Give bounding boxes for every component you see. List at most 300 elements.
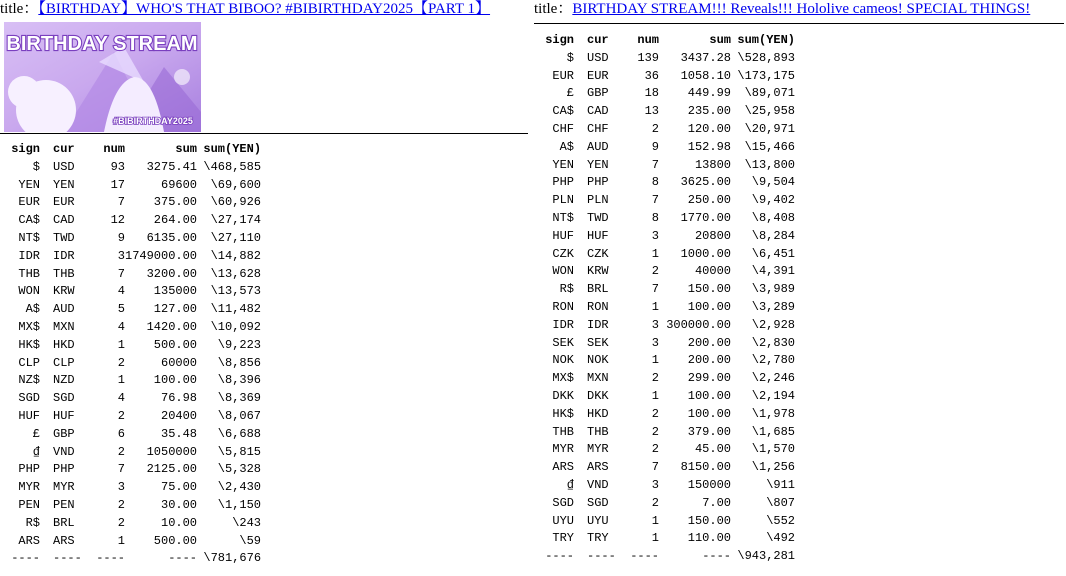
left-title-line (0, 0, 528, 19)
cell-num: 4 (117, 391, 125, 406)
cell-sign: THB (552, 424, 574, 439)
table-row (0, 461, 261, 479)
cell-cur: TWD (587, 210, 609, 225)
cell-cur: NZD (53, 373, 75, 388)
cell-sum-yen: \4,391 (751, 264, 795, 279)
cell-sum-yen: \552 (766, 513, 795, 528)
cell-sign: SGD (552, 495, 574, 510)
cell-sign: SGD (18, 391, 40, 406)
cell-sum: 250.00 (687, 193, 731, 208)
cell-sum-yen: \8,067 (217, 408, 262, 423)
total-sum-yen: \781,676 (203, 551, 262, 566)
cell-sum-yen: \528,893 (737, 50, 795, 65)
cell-sign: THB (18, 266, 40, 281)
cell-sign: MYR (552, 442, 574, 457)
table-row (534, 50, 795, 68)
cell-sign: £ (32, 426, 40, 441)
table-row (0, 515, 261, 533)
cell-num: 1 (117, 533, 125, 548)
cell-sum-yen: \13,628 (210, 266, 262, 281)
total-separator: ---- (587, 549, 616, 564)
table-row (534, 174, 795, 192)
table-row (534, 477, 795, 495)
cell-sign: MX$ (552, 371, 574, 386)
table-row (0, 212, 261, 230)
table-row (0, 301, 261, 319)
cell-num: 5 (117, 302, 125, 317)
right-divider (534, 23, 1064, 24)
cell-cur: TWD (53, 230, 75, 245)
table-row (0, 355, 261, 373)
cell-sum: 8150.00 (680, 460, 731, 475)
cell-sign: RON (552, 299, 574, 314)
cell-sum-yen: \8,396 (217, 373, 262, 388)
cell-num: 2 (651, 406, 659, 421)
table-row (534, 388, 795, 406)
left-superchat-table (0, 141, 261, 568)
cell-sum-yen: \243 (232, 515, 262, 530)
cell-sum: 500.00 (153, 533, 198, 548)
cell-sum-yen: \8,284 (751, 228, 795, 243)
cell-sum: 35.48 (161, 426, 198, 441)
header-cur: cur (587, 33, 609, 47)
header-sum: sum (709, 33, 731, 47)
table-row (534, 335, 795, 353)
cell-cur: MYR (53, 480, 75, 495)
cell-cur: MXN (587, 371, 609, 386)
cell-num: 7 (117, 195, 125, 210)
cell-num: 4 (117, 319, 125, 334)
cell-sum: 379.00 (687, 424, 731, 439)
header-num: num (637, 33, 659, 47)
cell-sum: 135000 (153, 284, 198, 299)
cell-num: 6 (117, 426, 125, 441)
cell-cur: EUR (53, 195, 75, 210)
total-separator: ---- (630, 549, 659, 564)
cell-cur: YEN (587, 157, 609, 172)
cell-sum-yen: \89,071 (744, 86, 795, 101)
cell-sum: 13800 (694, 157, 731, 172)
cell-num: 13 (644, 104, 659, 119)
cell-sign: ₫ (32, 444, 40, 459)
cell-sum-yen: \1,570 (751, 442, 795, 457)
cell-cur: AUD (587, 139, 609, 154)
table-row (534, 352, 795, 370)
cell-sum: 264.00 (153, 213, 198, 228)
table-row (0, 533, 261, 551)
cell-sum-yen: \8,856 (217, 355, 262, 370)
cell-sum: 120.00 (687, 121, 731, 136)
cell-cur: THB (53, 266, 75, 281)
cell-cur: KRW (53, 284, 75, 299)
table-row (534, 299, 795, 317)
table-row (534, 139, 795, 157)
cell-sign: CA$ (18, 213, 40, 228)
cell-num: 3 (651, 228, 659, 243)
cell-num: 2 (651, 442, 659, 457)
cell-sign: NT$ (18, 230, 40, 245)
table-row (534, 68, 795, 86)
cell-sign: ARS (18, 533, 40, 548)
cell-sum-yen: \2,928 (751, 317, 795, 332)
total-sum-yen: \943,281 (737, 549, 795, 564)
cell-cur: TRY (587, 531, 609, 546)
table-row (534, 441, 795, 459)
right-title-link[interactable]: BIRTHDAY STREAM!!! Reveals!!! Hololive cameos! SPECIAL THINGS! (572, 1, 1031, 17)
cell-cur: GBP (53, 426, 75, 441)
cell-sum-yen: \9,402 (751, 193, 795, 208)
table-row (0, 248, 261, 266)
cell-sum: 375.00 (153, 195, 198, 210)
cell-cur: ARS (587, 460, 609, 475)
cell-num: 3 (117, 248, 125, 263)
cell-sum: 7.00 (702, 495, 731, 510)
cell-num: 7 (117, 462, 125, 477)
cell-sum: 150.00 (687, 282, 731, 297)
cell-sum: 200.00 (687, 353, 731, 368)
table-row (534, 263, 795, 281)
cell-cur: KRW (587, 264, 609, 279)
cell-num: 1 (651, 299, 659, 314)
cell-num: 1 (117, 337, 125, 352)
cell-cur: MYR (587, 442, 609, 457)
left-stream-panel (0, 0, 528, 568)
table-total-row (534, 548, 795, 566)
stream-thumbnail[interactable] (4, 22, 201, 132)
cell-cur: BRL (587, 282, 609, 297)
table-row (534, 246, 795, 264)
cell-sign: $ (566, 50, 574, 65)
cell-cur: IDR (587, 317, 609, 332)
table-row (534, 406, 795, 424)
cell-sum-yen: \911 (766, 477, 795, 492)
cell-sign: A$ (559, 139, 574, 154)
cell-num: 2 (651, 495, 659, 510)
thumbnail-art (4, 22, 201, 132)
header-sum-yen: sum(YEN) (203, 142, 262, 156)
table-row (534, 228, 795, 246)
cell-sum: 500.00 (153, 337, 198, 352)
cell-num: 2 (651, 121, 659, 136)
table-row (0, 159, 261, 177)
cell-sum-yen: \9,504 (751, 175, 795, 190)
cell-cur: HUF (53, 408, 75, 423)
cell-sum-yen: \468,585 (203, 159, 262, 174)
total-separator: ---- (545, 549, 574, 564)
header-sum-yen: sum(YEN) (737, 33, 795, 47)
cell-sign: HUF (18, 408, 40, 423)
cell-cur: CZK (587, 246, 609, 261)
cell-sign: CHF (552, 121, 574, 136)
cell-sum: 100.00 (153, 373, 198, 388)
table-row (0, 372, 261, 390)
table-row (0, 444, 261, 462)
table-row (0, 479, 261, 497)
cell-sum-yen: \69,600 (210, 177, 262, 192)
total-separator: ---- (11, 551, 40, 566)
cell-sum: 2125.00 (146, 462, 198, 477)
table-row (0, 408, 261, 426)
cell-cur: EUR (587, 68, 609, 83)
cell-cur: IDR (53, 248, 75, 263)
cell-sum-yen: \10,092 (210, 319, 262, 334)
cell-cur: CAD (53, 213, 75, 228)
cell-cur: MXN (53, 319, 75, 334)
header-cur: cur (53, 142, 75, 156)
table-row (534, 85, 795, 103)
cell-sign: CLP (18, 355, 40, 370)
cell-cur: PHP (53, 462, 75, 477)
cell-cur: SGD (587, 495, 609, 510)
table-header-row (0, 141, 261, 159)
cell-sign: $ (32, 159, 40, 174)
cell-sign: EUR (18, 195, 40, 210)
cell-num: 8 (651, 175, 659, 190)
cell-sum-yen: \59 (239, 533, 262, 548)
table-row (0, 177, 261, 195)
right-stream-panel (534, 0, 1064, 566)
cell-sign: IDR (552, 317, 574, 332)
cell-sum-yen: \15,466 (744, 139, 795, 154)
cell-sum-yen: \13,573 (210, 284, 262, 299)
cell-sum: 100.00 (687, 388, 731, 403)
cell-cur: HKD (53, 337, 75, 352)
cell-num: 7 (651, 460, 659, 475)
cell-sum: 449.99 (687, 86, 731, 101)
cell-num: 2 (651, 264, 659, 279)
cell-sum: 1058.10 (680, 68, 731, 83)
cell-sum: 20800 (694, 228, 731, 243)
cell-sign: PHP (18, 462, 40, 477)
cell-sum: 150000 (687, 477, 731, 492)
cell-sum: 1770.00 (680, 210, 731, 225)
cell-sum-yen: \492 (766, 531, 795, 546)
cell-cur: RON (587, 299, 609, 314)
cell-cur: ARS (53, 533, 75, 548)
cell-sum-yen: \9,223 (217, 337, 262, 352)
cell-cur: VND (587, 477, 609, 492)
cell-num: 2 (117, 515, 125, 530)
cell-num: 3 (651, 335, 659, 350)
cell-num: 4 (117, 284, 125, 299)
cell-sum: 3437.28 (680, 50, 731, 65)
cell-num: 7 (651, 282, 659, 297)
table-row (0, 390, 261, 408)
cell-sum-yen: \1,685 (751, 424, 795, 439)
cell-num: 2 (117, 355, 125, 370)
cell-num: 1 (651, 513, 659, 528)
table-row (534, 157, 795, 175)
cell-num: 93 (110, 159, 125, 174)
cell-cur: USD (587, 50, 609, 65)
table-row (0, 194, 261, 212)
table-row (0, 497, 261, 515)
total-separator: ---- (702, 549, 731, 564)
cell-sign: IDR (18, 248, 40, 263)
table-row (0, 266, 261, 284)
cell-sum-yen: \14,882 (210, 248, 262, 263)
cell-sum: 127.00 (153, 302, 198, 317)
cell-num: 9 (651, 139, 659, 154)
cell-num: 2 (651, 424, 659, 439)
cell-cur: UYU (587, 513, 609, 528)
cell-sign: £ (566, 86, 574, 101)
cell-cur: AUD (53, 302, 75, 317)
cell-cur: DKK (587, 388, 609, 403)
cell-sum-yen: \2,780 (751, 353, 795, 368)
header-sign: sign (11, 142, 40, 156)
table-row (534, 459, 795, 477)
cell-cur: NOK (587, 353, 609, 368)
cell-sum-yen: \173,175 (737, 68, 795, 83)
cell-sum-yen: \6,451 (751, 246, 795, 261)
cell-sum: 100.00 (687, 406, 731, 421)
cell-sum: 45.00 (694, 442, 731, 457)
cell-num: 1 (117, 373, 125, 388)
cell-num: 139 (637, 50, 659, 65)
table-row (534, 424, 795, 442)
cell-sign: YEN (18, 177, 40, 192)
table-row (0, 426, 261, 444)
left-title-prefix: title： (0, 1, 39, 17)
table-row (534, 495, 795, 513)
cell-sum: 235.00 (687, 104, 731, 119)
cell-sum: 76.98 (161, 391, 198, 406)
cell-sign: YEN (552, 157, 574, 172)
cell-num: 7 (651, 193, 659, 208)
cell-num: 18 (644, 86, 659, 101)
table-header-row (534, 32, 795, 50)
cell-sign: EUR (552, 68, 574, 83)
cell-sum: 6135.00 (146, 230, 198, 245)
cell-sign: NZ$ (18, 373, 40, 388)
cell-num: 3 (117, 480, 125, 495)
thumbnail-hashtag-text: #BIBIRTHDAY2025 (113, 116, 193, 126)
cell-sum-yen: \2,430 (217, 480, 262, 495)
right-title-prefix: title： (534, 1, 573, 17)
cell-sign: CZK (552, 246, 574, 261)
cell-sum: 299.00 (687, 371, 731, 386)
cell-sign: CA$ (552, 104, 574, 119)
cell-sum-yen: \1,256 (751, 460, 795, 475)
cell-sum: 1420.00 (146, 319, 198, 334)
cell-sum-yen: \60,926 (210, 195, 262, 210)
cell-sign: DKK (552, 388, 574, 403)
table-row (534, 192, 795, 210)
cell-sign: WON (552, 264, 574, 279)
cell-cur: THB (587, 424, 609, 439)
cell-sum: 40000 (694, 264, 731, 279)
cell-sum-yen: \6,688 (217, 426, 262, 441)
table-row (534, 513, 795, 531)
table-total-row (0, 550, 261, 568)
cell-sum: 60000 (161, 355, 198, 370)
cell-sum-yen: \807 (766, 495, 795, 510)
cell-sum: 69600 (161, 177, 198, 192)
cell-num: 36 (644, 68, 659, 83)
cell-sum: 110.00 (687, 531, 731, 546)
cell-sum-yen: \3,989 (751, 282, 795, 297)
cell-sign: PEN (18, 497, 40, 512)
cell-sign: WON (18, 284, 40, 299)
cell-sign: R$ (559, 282, 574, 297)
cell-num: 7 (651, 157, 659, 172)
cell-sign: HK$ (18, 337, 40, 352)
left-title-link[interactable]: 【BIRTHDAY】WHO'S THAT BIBOO? #BIBIRTHDAY2025【PART 1】 (38, 1, 491, 17)
cell-sum: 20400 (161, 408, 198, 423)
cell-sign: ₫ (566, 477, 574, 492)
right-title-line (534, 0, 1064, 19)
cell-sign: NOK (552, 353, 574, 368)
cell-num: 9 (117, 230, 125, 245)
cell-sum-yen: \1,150 (217, 497, 262, 512)
cell-sum: 1000.00 (680, 246, 731, 261)
cell-sum-yen: \11,482 (210, 302, 262, 317)
cell-num: 7 (117, 266, 125, 281)
cell-sum: 30.00 (161, 497, 198, 512)
cell-cur: HKD (587, 406, 609, 421)
cell-sign: PHP (552, 175, 574, 190)
cell-cur: SGD (53, 391, 75, 406)
cell-sum: 300000.00 (666, 317, 731, 332)
total-separator: ---- (168, 551, 198, 566)
cell-sum: 100.00 (687, 299, 731, 314)
cell-sum-yen: \2,194 (751, 388, 795, 403)
cell-cur: BRL (53, 515, 75, 530)
table-row (0, 230, 261, 248)
cell-sum-yen: \2,246 (751, 371, 795, 386)
cell-cur: PLN (587, 193, 609, 208)
cell-sum: 75.00 (161, 480, 198, 495)
cell-sum: 152.98 (687, 139, 731, 154)
cell-sign: UYU (552, 513, 574, 528)
cell-sign: SEK (552, 335, 574, 350)
cell-sum-yen: \8,408 (751, 210, 795, 225)
cell-sum-yen: \25,958 (744, 104, 795, 119)
cell-sign: R$ (25, 515, 40, 530)
cell-sum: 3625.00 (680, 175, 731, 190)
cell-num: 8 (651, 210, 659, 225)
cell-num: 12 (110, 213, 125, 228)
cell-cur: SEK (587, 335, 609, 350)
cell-cur: HUF (587, 228, 609, 243)
table-row (534, 530, 795, 548)
left-divider (0, 133, 528, 134)
cell-sum-yen: \27,110 (210, 230, 262, 245)
cell-sum-yen: \27,174 (210, 213, 262, 228)
cell-sign: MX$ (18, 319, 40, 334)
cell-num: 3 (651, 317, 659, 332)
table-row (0, 319, 261, 337)
cell-sum: 1749000.00 (125, 248, 198, 263)
table-row (534, 317, 795, 335)
cell-num: 2 (117, 497, 125, 512)
header-sum: sum (175, 142, 198, 156)
cell-cur: YEN (53, 177, 75, 192)
cell-sign: ARS (552, 460, 574, 475)
table-row (534, 210, 795, 228)
cell-cur: CAD (587, 104, 609, 119)
table-row (534, 121, 795, 139)
cell-sum-yen: \20,971 (744, 121, 795, 136)
cell-sum-yen: \2,830 (751, 335, 795, 350)
cell-sum-yen: \1,978 (751, 406, 795, 421)
cell-sum: 3200.00 (146, 266, 198, 281)
cell-cur: PEN (53, 497, 75, 512)
table-row (534, 281, 795, 299)
cell-cur: GBP (587, 86, 609, 101)
cell-num: 2 (117, 444, 125, 459)
